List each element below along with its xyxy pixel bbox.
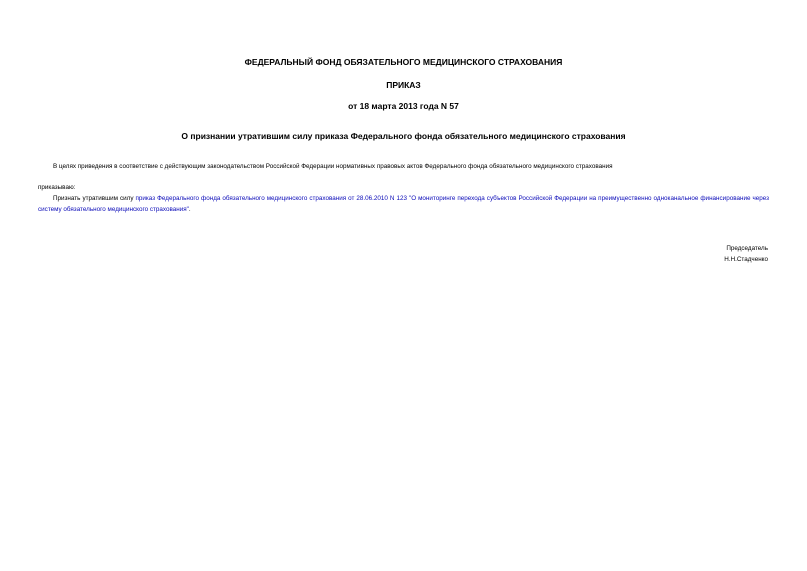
organization-heading: ФЕДЕРАЛЬНЫЙ ФОНД ОБЯЗАТЕЛЬНОГО МЕДИЦИНСКОГО СТРАХОВАНИЯ (244, 57, 563, 67)
document-type-heading: ПРИКАЗ (386, 80, 421, 90)
recognize-paragraph (38, 193, 769, 215)
signature-name: Н.Н.Стадченко (724, 256, 768, 263)
document-title: О признании утратившим силу приказа Федерального фонда обязательного медицинского страхования (181, 131, 626, 141)
repealed-order-link[interactable]: приказ Федерального фонда обязательного медицинского страхования от 28.06.2010 N 123 "О мониторинге перехода субъектов Российской Федерации на преимущественно одноканальное финансирование через систему обязательного медицинского страхования" (38, 195, 770, 213)
intro-paragraph: В целях приведения в соответствие с действующим законодательством Российской Федерации нормативных правовых актов Федерального фонда обязательного медицинского страхования (53, 163, 613, 170)
orders-word: приказываю: (38, 184, 76, 191)
recognize-suffix: . (188, 206, 191, 213)
recognize-prefix: Признать утратившим силу (53, 195, 136, 202)
date-number-heading: от 18 марта 2013 года N 57 (348, 101, 459, 111)
signature-position: Председатель (726, 245, 768, 252)
